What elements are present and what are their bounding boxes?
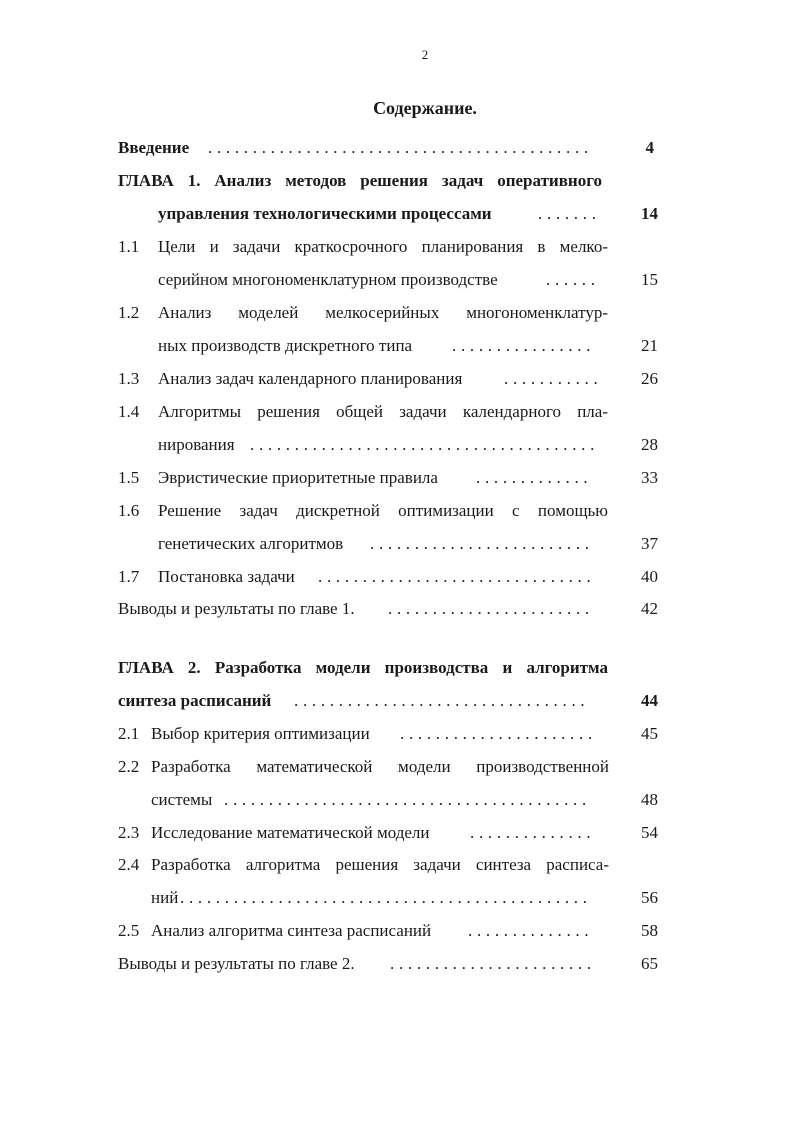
toc-chapter-1-heading[interactable] (118, 169, 658, 193)
leader-dots: .............................................. (180, 888, 592, 907)
leader-dots: ....... (538, 204, 601, 223)
leader-dots: ................................. (294, 691, 590, 710)
toc-entry-page: 42 (641, 599, 658, 618)
toc-entry-1-4-cont[interactable] (118, 433, 658, 457)
toc-entry-2-2-cont[interactable] (118, 788, 658, 812)
toc-chapter-1-heading-cont[interactable] (118, 202, 658, 226)
toc-entry-text: Разработка математической модели производственной (151, 757, 609, 776)
toc-entry-page: 37 (641, 534, 658, 553)
leader-dots: ......................... (370, 534, 594, 553)
toc-entry-page: 4 (645, 138, 654, 157)
toc-entry-page: 28 (641, 435, 658, 454)
leader-dots: ....................... (388, 599, 594, 618)
toc-entry-number: 1.6 (118, 501, 140, 520)
toc-entry-1-2[interactable] (118, 301, 658, 325)
leader-dots: ........................................... (208, 138, 593, 157)
toc-entry-page: 65 (641, 954, 658, 973)
toc-entry-page: 15 (641, 270, 658, 289)
toc-entry-text: ГЛАВА 2. Разработка модели производства и алгоритма (118, 658, 608, 677)
toc-entry-text: Анализ алгоритма синтеза расписаний (151, 921, 432, 940)
toc-entry-text: Решение задач дискретной оптимизации с помощью (158, 501, 608, 520)
page-number: 2 (421, 47, 429, 62)
leader-dots: ............. (476, 468, 593, 487)
toc-entry-text: Исследование математической модели (151, 823, 430, 842)
toc-entry-page: 44 (641, 691, 658, 710)
toc-entry-number: 2.1 (118, 724, 140, 743)
toc-entry-1-4[interactable] (118, 400, 658, 424)
leader-dots: .............. (468, 921, 594, 940)
toc-entry-text: ГЛАВА 1. Анализ методов решения задач оперативного (118, 171, 602, 190)
toc-entry-text: Выбор критерия оптимизации (151, 724, 370, 743)
toc-entry-number: 1.2 (118, 303, 140, 322)
toc-entry-2-1[interactable] (118, 722, 658, 746)
toc-entry-page: 33 (641, 468, 658, 487)
toc-entry-number: 1.1 (118, 237, 140, 256)
toc-entry-number: 2.5 (118, 921, 140, 940)
toc-entry-text: Выводы и результаты по главе 1. (118, 599, 355, 618)
toc-entry-text: Анализ задач календарного планирования (158, 369, 463, 388)
toc-entry-1-6-cont[interactable] (118, 532, 658, 556)
leader-dots: ........... (504, 369, 603, 388)
toc-entry-1-3[interactable] (118, 367, 658, 391)
toc-entry-page: 45 (641, 724, 658, 743)
toc-chapter-2-heading-cont[interactable] (118, 689, 658, 713)
toc-entry-page: 21 (641, 336, 658, 355)
toc-entry-text: Анализ моделей мелкосерийных многономенклатур- (158, 303, 608, 322)
leader-dots: .............. (470, 823, 596, 842)
toc-entry-text: ний (151, 888, 179, 907)
toc-entry-text: Разработка алгоритма решения задачи синтеза расписа- (151, 855, 609, 874)
toc-entry-text: Выводы и результаты по главе 2. (118, 954, 355, 973)
toc-title: Содержание. (373, 98, 477, 118)
toc-entry-text: серийном многономенклатурном производстве (158, 270, 498, 289)
toc-entry-number: 1.3 (118, 369, 140, 388)
toc-entry-2-2[interactable] (118, 755, 658, 779)
toc-entry-text: системы (151, 790, 213, 809)
toc-entry-1-2-cont[interactable] (118, 334, 658, 358)
toc-entry-2-3[interactable] (118, 821, 658, 845)
leader-dots: ...................... (400, 724, 597, 743)
leader-dots: ............................... (318, 567, 596, 586)
toc-entry-page: 14 (641, 204, 658, 223)
toc-entry-1-1-cont[interactable] (118, 268, 658, 292)
leader-dots: ................ (452, 336, 596, 355)
toc-entry-text: синтеза расписаний (118, 691, 272, 710)
toc-entry-page: 40 (641, 567, 658, 586)
toc-entry-number: 1.4 (118, 402, 140, 421)
toc-entry-text: Введение (118, 138, 190, 157)
toc-entry-number: 1.5 (118, 468, 140, 487)
leader-dots: ...... (546, 270, 600, 289)
toc-entry-number: 1.7 (118, 567, 140, 586)
toc-entry-text: генетических алгоритмов (158, 534, 344, 553)
toc-entry-text: Алгоритмы решения общей задачи календарного пла- (158, 402, 608, 421)
toc-entry-text: ных производств дискретного типа (158, 336, 413, 355)
toc-entry-number: 2.3 (118, 823, 140, 842)
toc-chapter-2-heading[interactable] (118, 656, 658, 680)
toc-entry-2-4-cont[interactable] (118, 886, 658, 910)
toc-entry-2-5[interactable] (118, 919, 658, 943)
toc-entry-1-6[interactable] (118, 499, 658, 523)
leader-dots: ....................... (390, 954, 596, 973)
leader-dots: ......................................... (224, 790, 591, 809)
toc-entry-page: 48 (641, 790, 658, 809)
toc-entry-page: 58 (641, 921, 658, 940)
toc-entry-1-5[interactable] (118, 466, 658, 490)
toc-entry-text: Эвристические приоритетные правила (158, 468, 438, 487)
toc-entry-2-4[interactable] (118, 853, 658, 877)
leader-dots: ....................................... (250, 435, 600, 454)
toc-entry-page: 56 (641, 888, 658, 907)
toc-entry-1-1[interactable] (118, 235, 658, 259)
toc-entry-conclusions-2[interactable] (118, 952, 658, 976)
toc-entry-number: 2.2 (118, 757, 140, 776)
toc-entry-text: Постановка задачи (158, 567, 295, 586)
toc-entry-number: 2.4 (118, 855, 140, 874)
toc-entry-conclusions-1[interactable] (118, 597, 658, 621)
toc-entry-page: 54 (641, 823, 658, 842)
toc-entry-text: нирования (158, 435, 235, 454)
toc-entry-page: 26 (641, 369, 658, 388)
toc-entry-introduction[interactable] (118, 136, 658, 160)
toc-entry-text: управления технологическими процессами (158, 204, 492, 223)
toc-entry-1-7[interactable] (118, 565, 658, 589)
toc-entry-text: Цели и задачи краткосрочного планирования в мелко- (158, 237, 608, 256)
